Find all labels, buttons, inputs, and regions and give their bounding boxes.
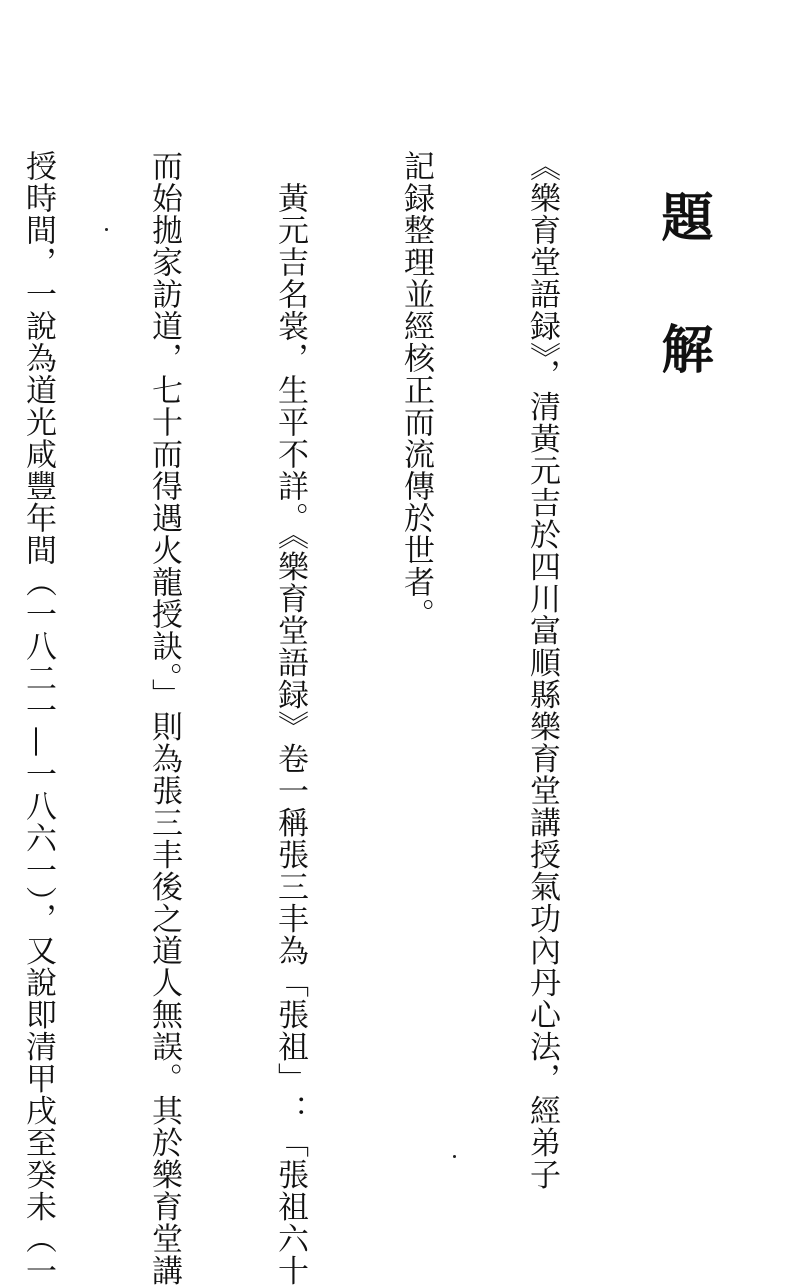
scan-speck [453,1155,456,1158]
page-title: 題解 [652,190,713,454]
text-column: 而始拋家訪道，七十而得遇火龍授訣。」則為張三丰後之道人無誤。其於樂育堂講 [146,150,182,1287]
text-column: 《樂育堂語録》，清黃元吉於四川富順縣樂育堂講授氣功內丹心法，經弟子 [524,150,560,1191]
body-text [0,150,647,1287]
scan-speck [105,228,108,231]
text-column: 黃元吉名裳，生平不詳。《樂育堂語録》卷一稱張三丰為「張祖」：「張祖六十 [272,150,308,1287]
text-column: 授時間，一說為道光咸豐年間（一八二一—一八六一），又說即清甲戌至癸未（一 [20,150,56,1287]
text-column: 記録整理並經核正而流傳於世者。 [398,150,434,630]
